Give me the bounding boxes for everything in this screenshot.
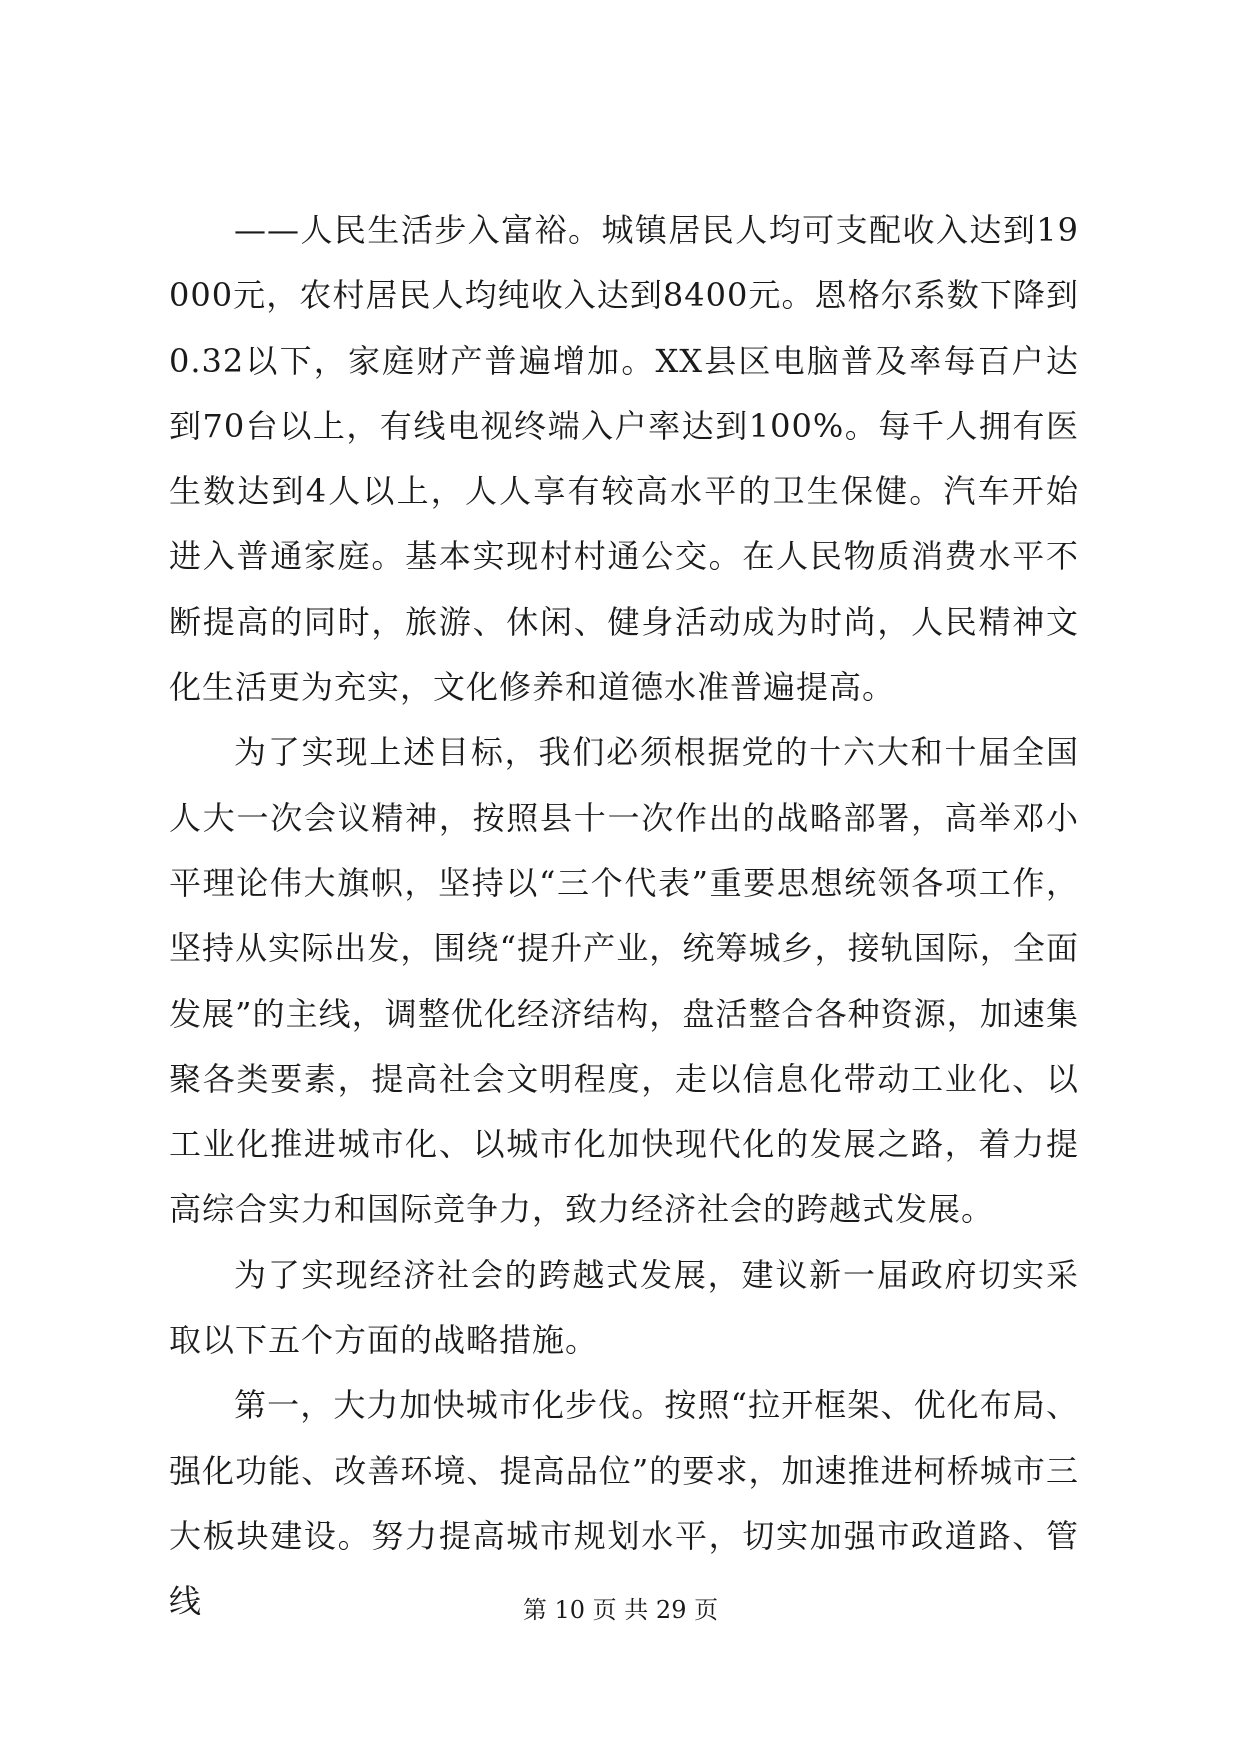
paragraph-guiding-principles: 为了实现上述目标，我们必须根据党的十六大和十届全国人大一次会议精神，按照县十一次作出的战略部署，高举邓小平理论伟大旗帜，坚持以“三个代表”重要思想统领各项工作，坚持从实际出发，围绕“提升产业，统筹城乡，接轨国际，全面发展”的主线，调整优化经济结构，盘活整合各种资源，加速集聚各类要素，提高社会文明程度，走以信息化带动工业化、以工业化推进城市化、以城市化加快现代化的发展之路，着力提高综合实力和国际竞争力，致力经济社会的跨越式发展。 <box>169 733 1079 1229</box>
paragraph-living-standards: ——人民生活步入富裕。城镇居民人均可支配收入达到19000元，农村居民人均纯收入达到8400元。恩格尔系数下降到0.32以下，家庭财产普遍增加。XX县区电脑普及率每百户达到70台以上，有线电视终端入户率达到100%。每千人拥有医生数达到4人以上，人人享有较高水平的卫生保健。汽车开始进入普通家庭。基本实现村村通公交。在人民物质消费水平不断提高的同时，旅游、休闲、健身活动成为时尚，人民精神文化生活更为充实，文化修养和道德水准普遍提高。 <box>169 211 1079 707</box>
document-body <box>169 198 1079 1635</box>
paragraph-strategic-measures-intro: 为了实现经济社会的跨越式发展，建议新一届政府切实采取以下五个方面的战略措施。 <box>169 1255 1079 1360</box>
paragraph-urbanization: 第一，大力加快城市化步伐。按照“拉开框架、优化布局、强化功能、改善环境、提高品位”的要求，加速推进柯桥城市三大板块建设。努力提高城市规划水平，切实加强市政道路、管线 <box>169 1386 1079 1621</box>
page-footer: 第 10 页 共 29 页 <box>522 1596 719 1624</box>
